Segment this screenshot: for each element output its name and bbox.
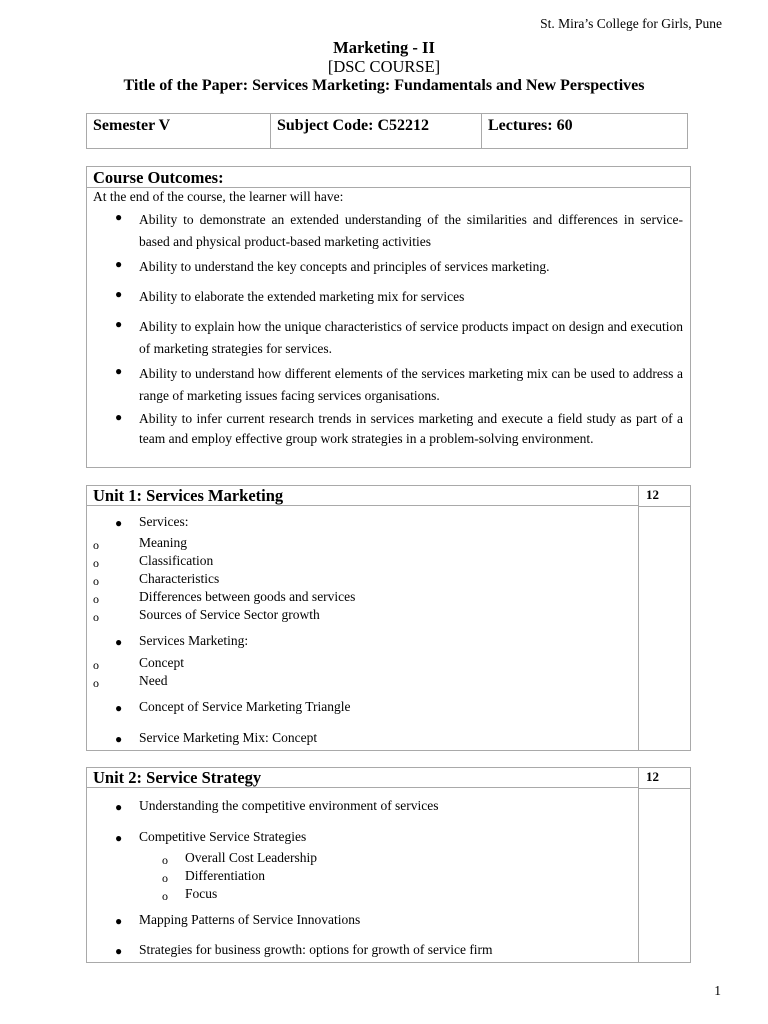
course-outcomes-box [86,166,691,468]
bullet-icon: ● [115,364,123,378]
circle-bullet-icon: o [162,853,168,867]
circle-bullet-icon: o [93,538,99,552]
unit-2-lecture-count: 12 [646,769,659,784]
bullet-icon: ● [115,944,123,958]
outcome-text: Ability to elaborate the extended marketing mix for services [139,289,465,304]
page-number: 1 [714,983,721,998]
circle-bullet-icon: o [93,592,99,606]
list-item: Services Marketing: [139,633,249,648]
list-item: Characteristics [139,571,220,586]
paper-title: Title of the Paper: Services Marketing: Fundamentals and New Perspectives [123,77,645,94]
bullet-icon: ● [115,732,123,746]
outcome-text: Ability to demonstrate an extended understanding of the similarities and differences in service-based and physical product-based marketing activities [139,212,683,249]
list-item: Focus [185,886,218,901]
list-item: Mapping Patterns of Service Innovations [139,912,361,927]
list-item: Overall Cost Leadership [185,850,317,865]
course-type: [DSC COURSE] [327,57,441,76]
bullet-icon: ● [115,410,123,424]
bullet-icon: ● [115,800,123,814]
circle-bullet-icon: o [162,871,168,885]
circle-bullet-icon: o [93,574,99,588]
unit-2-lectures [638,768,691,962]
outcome-text: Ability to explain how the unique characteristics of service products impact on design and execution of marketing strategies for services. [139,319,683,356]
list-item: Classification [139,553,214,568]
bullet-icon: ● [115,831,123,845]
circle-bullet-icon: o [93,610,99,624]
bullet-icon: ● [115,914,123,928]
subject-code-cell: Subject Code: C52212 [270,114,481,148]
semester-cell: Semester V [93,117,171,134]
bullet-icon: ● [115,257,123,271]
unit-2-title: Unit 2: Service Strategy [87,768,638,788]
circle-bullet-icon: o [93,676,99,690]
list-item: Differences between goods and services [139,589,356,604]
unit-1-box [86,485,691,751]
circle-bullet-icon: o [162,889,168,903]
unit-1-title: Unit 1: Services Marketing [87,486,638,506]
list-item: Competitive Service Strategies [139,829,307,844]
list-item: Strategies for business growth: options for growth of service firm [139,942,493,957]
bullet-icon: ● [115,516,123,530]
list-item: Differentiation [185,868,265,883]
circle-bullet-icon: o [93,556,99,570]
bullet-icon: ● [115,210,123,224]
semester-table [86,113,688,149]
unit-2-box [86,767,691,963]
list-item: Understanding the competitive environment of services [139,798,439,813]
unit-1-lectures [638,486,691,750]
course-outcomes-intro: At the end of the course, the learner will have: [93,189,344,204]
list-item: Sources of Service Sector growth [139,607,320,622]
list-item: Need [139,673,168,688]
list-item: Concept of Service Marketing Triangle [139,699,351,714]
unit-1-lecture-count: 12 [646,487,659,502]
lectures-cell: Lectures: 60 [481,114,687,148]
circle-bullet-icon: o [93,658,99,672]
course-outcomes-heading: Course Outcomes: [87,167,690,188]
college-name: St. Mira’s College for Girls, Pune [540,16,722,31]
bullet-icon: ● [115,635,123,649]
list-item: Meaning [139,535,187,550]
list-item: Services: [139,514,189,529]
bullet-icon: ● [115,287,123,301]
course-title: Marketing - II [333,38,435,57]
list-item: Service Marketing Mix: Concept [139,730,318,745]
title-block [0,38,768,96]
outcome-text: Ability to understand the key concepts and principles of services marketing. [139,259,550,274]
outcome-text: Ability to infer current research trends in services marketing and execute a field study as part of a team and employ effective group work strategies in a problem-solving environment. [139,411,683,446]
outcome-text: Ability to understand how different elements of the services marketing mix can be used to address a range of marketing issues facing services organisations. [139,366,683,403]
bullet-icon: ● [115,317,123,331]
bullet-icon: ● [115,701,123,715]
list-item: Concept [139,655,184,670]
